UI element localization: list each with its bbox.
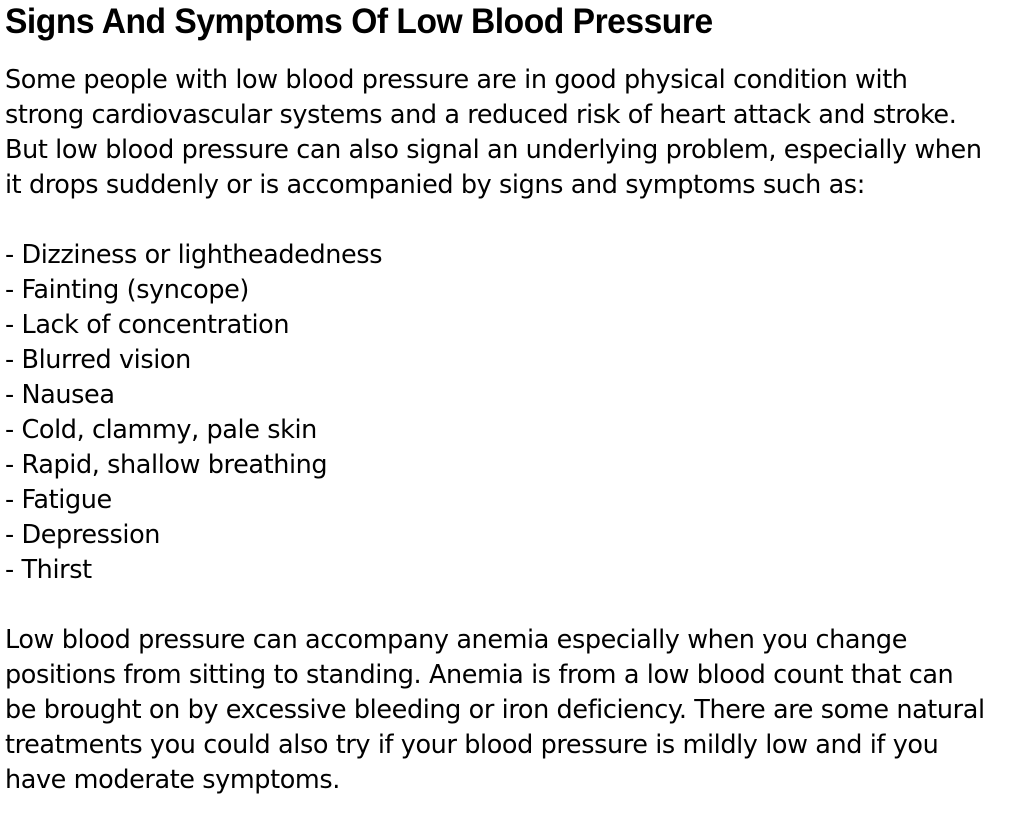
- intro-line: strong cardiovascular systems and a reduced risk of heart attack and stroke.: [5, 100, 957, 130]
- symptom-item: - Dizziness or lightheadedness: [5, 240, 383, 270]
- article: [5, 0, 1013, 798]
- closing-line: positions from sitting to standing. Anemia is from a low blood count that can: [5, 660, 954, 690]
- closing-paragraph: [5, 623, 1013, 798]
- closing-line: be brought on by excessive bleeding or iron deficiency. There are some natural: [5, 695, 985, 725]
- intro-paragraph: [5, 63, 1013, 203]
- symptom-item: - Rapid, shallow breathing: [5, 450, 328, 480]
- closing-line: treatments you could also try if your blood pressure is mildly low and if you: [5, 730, 939, 760]
- symptom-item: - Depression: [5, 520, 161, 550]
- page-title: Signs And Symptoms Of Low Blood Pressure: [5, 2, 713, 41]
- intro-line: But low blood pressure can also signal an underlying problem, especially when: [5, 135, 982, 165]
- closing-line: have moderate symptoms.: [5, 765, 340, 795]
- symptom-list: [5, 238, 1013, 588]
- intro-line: it drops suddenly or is accompanied by signs and symptoms such as:: [5, 170, 865, 200]
- symptom-item: - Thirst: [5, 555, 92, 585]
- intro-line: Some people with low blood pressure are in good physical condition with: [5, 65, 908, 95]
- symptom-item: - Cold, clammy, pale skin: [5, 415, 317, 445]
- symptom-item: - Fatigue: [5, 485, 112, 515]
- symptom-item: - Lack of concentration: [5, 310, 290, 340]
- closing-line: Low blood pressure can accompany anemia especially when you change: [5, 625, 907, 655]
- symptom-item: - Fainting (syncope): [5, 275, 249, 305]
- symptom-item: - Nausea: [5, 380, 115, 410]
- symptom-item: - Blurred vision: [5, 345, 191, 375]
